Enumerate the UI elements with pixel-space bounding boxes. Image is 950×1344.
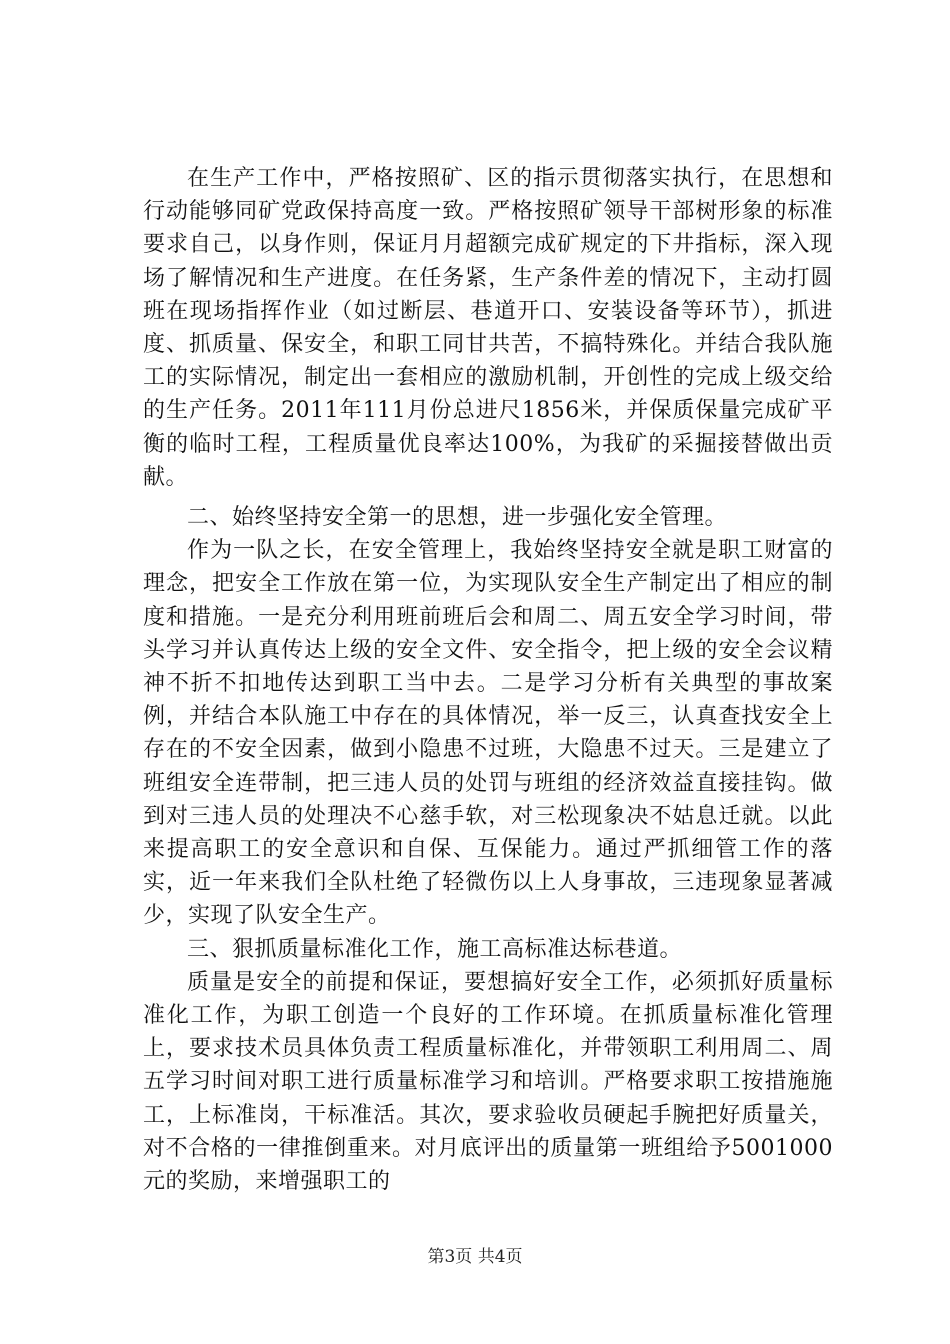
heading-safety: 二、始终坚持安全第一的思想，进一步强化安全管理。	[187, 505, 728, 530]
section-safety-quality	[143, 501, 833, 1198]
page-number-footer: 第3页 共4页	[427, 1247, 523, 1267]
paragraph-quality: 质量是安全的前提和保证，要想搞好安全工作，必须抓好质量标准化工作，为职工创造一个良好的工作环境。在抓质量标准化管理上，要求技术员具体负责工程质量标准化，并带领职工利用周二、周五学习时间对职工进行质量标准学习和培训。严格要求职工按措施施工，上标准岗，干标准活。其次，要求验收员硬起手腕把好质量关，对不合格的一律推倒重来。对月底评出的质量第一班组给予5001000元的奖励，来增强职工的	[143, 969, 833, 1195]
section-production-work	[143, 162, 833, 494]
heading-quality: 三、狠抓质量标准化工作，施工高标准达标巷道。	[187, 936, 683, 962]
paragraph-production: 在生产工作中，严格按照矿、区的指示贯彻落实执行，在思想和行动能够同矿党政保持高度一致。严格按照矿领导干部树形象的标准要求自己，以身作则，保证月月超额完成矿规定的下井指标，深入现场了解情况和生产进度。在任务紧，生产条件差的情况下，主动打圆班在现场指挥作业（如过断层、巷道开口、安装设备等环节），抓进度、抓质量、保安全，和职工同甘共苦，不搞特殊化。并结合我队施工的实际情况，制定出一套相应的激励机制，开创性的完成上级交给的生产任务。2011年111月份总进尺1856米，并保质保量完成矿平衡的临时工程，工程质量优良率达100%，为我矿的采掘接替做出贡献。	[143, 166, 833, 490]
paragraph-safety: 作为一队之长，在安全管理上，我始终坚持安全就是职工财富的理念，把安全工作放在第一位，为实现队安全生产制定出了相应的制度和措施。一是充分利用班前班后会和周二、周五安全学习时间，带头学习并认真传达上级的安全文件、安全指令，把上级的安全会议精神不折不扣地传达到职工当中去。二是学习分析有关典型的事故案例，并结合本队施工中存在的具体情况，举一反三，认真查找安全上存在的不安全因素，做到小隐患不过班，大隐患不过天。三是建立了班组安全连带制，把三违人员的处罚与班组的经济效益直接挂钩。做到对三违人员的处理决不心慈手软，对三松现象决不姑息迁就。以此来提高职工的安全意识和自保、互保能力。通过严抓细管工作的落实，近一年来我们全队杜绝了轻微伤以上人身事故，三违现象显著减少，实现了队安全生产。	[143, 538, 833, 929]
